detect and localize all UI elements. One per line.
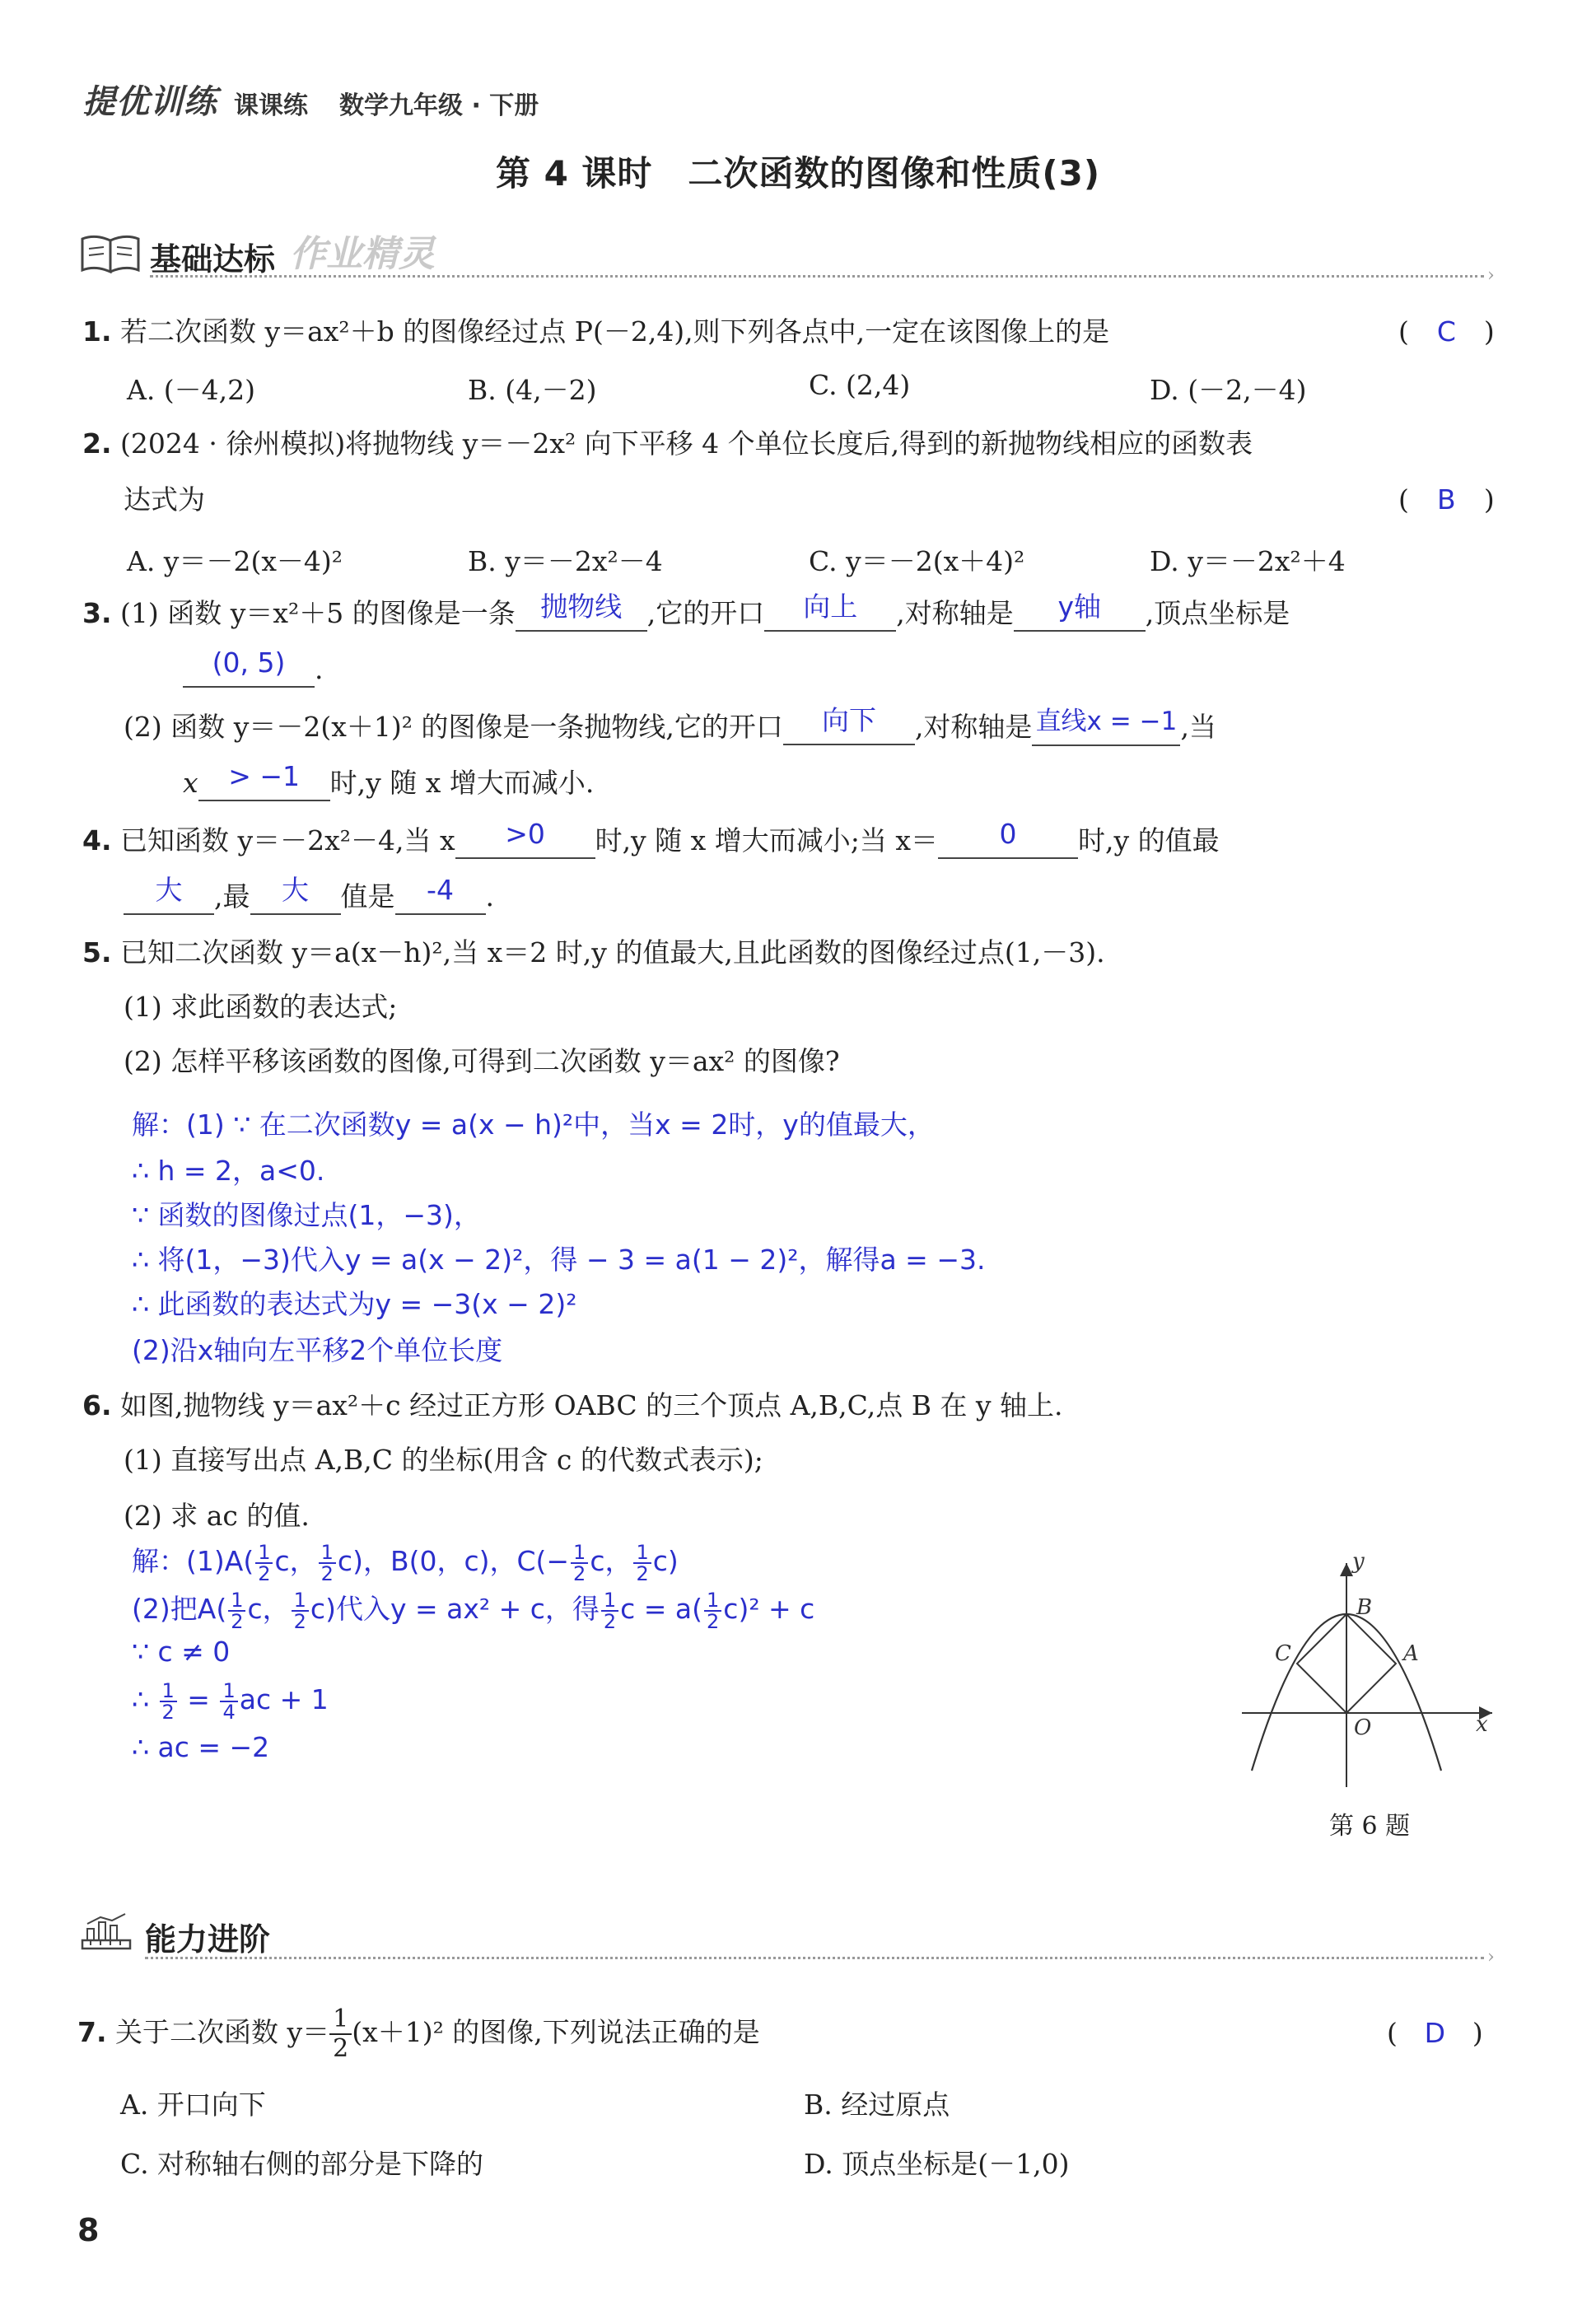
denominator: 2: [603, 1609, 617, 1633]
numerator: 1: [220, 1681, 237, 1702]
sub-question-1: (1) 直接写出点 A,B,C 的坐标(用含 c 的代数式表示);: [124, 1444, 763, 1476]
denominator: 2: [293, 1609, 306, 1633]
option-a: A. 开口向下: [120, 2089, 266, 2121]
answer-text: 向下: [821, 704, 876, 736]
option-b: B. y＝－2x²－4: [468, 545, 663, 577]
solution-line: 解：(1) ∵ 在二次函数y = a(x − h)²中，当x = 2时，y的值最大，: [132, 1108, 935, 1141]
question-number: 4.: [82, 824, 112, 856]
option-d: D. (－2,－4): [1150, 374, 1307, 406]
question-number: 7.: [77, 2016, 107, 2048]
solution-line: ∴ h = 2，a<0.: [132, 1155, 325, 1187]
question-3-part1-cont: [183, 642, 324, 697]
text-segment: ,当: [1180, 711, 1216, 743]
fraction: [319, 1540, 336, 1585]
text-segment: c = a(: [620, 1593, 703, 1625]
fill-blank: [1014, 590, 1146, 632]
fill-blank: [1032, 707, 1180, 746]
brand-logo: 提优训练: [82, 83, 217, 121]
text-segment: c)，B(0，c)，C(−: [337, 1545, 570, 1577]
option-c: C. 对称轴右侧的部分是下降的: [120, 2148, 484, 2180]
question-stem: 已知二次函数 y＝a(x－h)²,当 x＝2 时,y 的值最大,且此函数的图像经过点(1,－3).: [120, 936, 1105, 968]
label-c: C: [1275, 1641, 1291, 1666]
fraction: [255, 1540, 273, 1585]
option-c: C. y＝－2(x＋4)²: [809, 545, 1025, 577]
text-segment: .: [315, 653, 324, 685]
fraction: [228, 1590, 245, 1631]
option-d: D. y＝－2x²＋4: [1150, 545, 1346, 577]
label-x: x: [1476, 1712, 1488, 1737]
fraction: [601, 1590, 618, 1631]
question-stem-line2: 达式为: [124, 483, 205, 516]
solution-line: ∴ 此函数的表达式为y = −3(x − 2)²: [132, 1288, 577, 1320]
text-segment: 值是: [340, 880, 395, 912]
text-segment: 时,y 随 x 增大而减小.: [329, 767, 595, 799]
denominator: 2: [231, 1609, 244, 1633]
fill-blank: [183, 646, 315, 688]
option-d: D. 顶点坐标是(－1,0): [804, 2148, 1070, 2180]
chart-ruler-icon: [79, 1912, 133, 1952]
question-number: 5.: [82, 936, 112, 968]
text-segment: x: [183, 767, 198, 799]
section-title-advanced: 能力进阶: [145, 1921, 271, 1958]
figure-parabola-square: [1235, 1548, 1507, 1787]
text-segment: ∴: [132, 1683, 149, 1715]
text-segment: (1) 函数 y＝x²＋5 的图像是一条: [120, 597, 516, 629]
denominator: 2: [161, 1700, 175, 1724]
numerator: 1: [704, 1590, 721, 1612]
fraction: [633, 1540, 651, 1585]
text-segment: c，: [590, 1545, 632, 1577]
text-segment: ,对称轴是: [914, 711, 1033, 743]
text-segment: ,它的开口: [646, 597, 765, 629]
answer-choice: C: [1436, 315, 1456, 348]
fill-blank: [938, 818, 1078, 859]
sub-question-2: (2) 求 ac 的值.: [124, 1500, 310, 1532]
option-b: B. (4,－2): [468, 374, 597, 406]
label-o: O: [1354, 1715, 1372, 1740]
solution-line: ∵ 函数的图像过点(1，−3)，: [132, 1199, 481, 1231]
text-segment: (x＋1)² 的图像,下列说法正确的是: [352, 2016, 760, 2048]
figure-caption: 第 6 题: [1329, 1812, 1411, 1841]
question-1: [82, 305, 1109, 359]
bracket-right: ): [1483, 315, 1495, 348]
option-a: A. (－4,2): [127, 374, 256, 406]
answer-text: (0, 5): [212, 646, 286, 679]
solution-line: (2)沿x轴向左平移2个单位长度: [132, 1334, 503, 1366]
numerator: 1: [633, 1543, 651, 1564]
label-b: B: [1356, 1595, 1373, 1620]
fill-blank: [250, 874, 341, 915]
fill-blank: [198, 760, 330, 801]
solution-line: [132, 1540, 679, 1584]
fraction: [704, 1590, 721, 1631]
numerator: 1: [292, 1590, 309, 1612]
text-segment: (2) 函数 y＝－2(x＋1)² 的图像是一条抛物线,它的开口: [124, 711, 783, 743]
fraction: [292, 1590, 309, 1631]
solution-line: [132, 1588, 814, 1631]
option-b: B. 经过原点: [804, 2089, 950, 2121]
label-a: A: [1403, 1641, 1419, 1666]
option-a: A. y＝－2(x－4)²: [127, 545, 343, 577]
text-segment: (2)把A(: [132, 1593, 227, 1625]
question-3-part1: [82, 586, 1290, 641]
bracket-left: (: [1387, 2017, 1398, 2049]
denominator: 2: [258, 1561, 271, 1585]
text-segment: =: [187, 1683, 210, 1715]
question-7: [77, 2000, 760, 2065]
sub-question-1: (1) 求此函数的表达式;: [124, 991, 398, 1023]
page-number: 8: [77, 2212, 100, 2248]
denominator: 2: [707, 1609, 720, 1633]
numerator: 1: [319, 1543, 336, 1564]
answer-text: y轴: [1057, 590, 1101, 623]
question-number: 1.: [82, 315, 112, 348]
text-segment: ,顶点坐标是: [1145, 597, 1290, 629]
lesson-title: 第 4 课时 二次函数的图像和性质(3): [495, 153, 1101, 194]
text-segment: c，: [274, 1545, 317, 1577]
question-5: [82, 926, 1105, 980]
text-segment: .: [485, 880, 494, 912]
answer-text: 0: [999, 818, 1017, 850]
question-2: [82, 417, 1253, 471]
question-number: 2.: [82, 427, 112, 460]
answer-text: 抛物线: [540, 590, 623, 623]
watermark: 作业精灵: [290, 233, 435, 275]
answer-bracket: [1387, 2006, 1483, 2061]
question-stem: 若二次函数 y＝ax²＋b 的图像经过点 P(－2,4),则下列各点中,一定在该图像上的是: [120, 315, 1110, 348]
answer-text: 大: [282, 874, 309, 906]
numerator: 1: [228, 1590, 245, 1612]
fill-blank: [455, 818, 595, 859]
numerator: 1: [160, 1681, 177, 1702]
numerator: 1: [571, 1543, 588, 1564]
question-number: 3.: [82, 597, 112, 629]
answer-choice: B: [1437, 483, 1456, 516]
section-divider: [150, 275, 1484, 278]
book-title: 数学九年级 · 下册: [339, 91, 539, 120]
text-segment: c): [652, 1545, 679, 1577]
denominator: 2: [573, 1561, 586, 1585]
numerator: 1: [255, 1543, 273, 1564]
question-stem-line1: (2024 · 徐州模拟)将抛物线 y＝－2x² 向下平移 4 个单位长度后,得到的新抛物线相应的函数表: [120, 427, 1253, 460]
denominator: 2: [320, 1561, 334, 1585]
option-c: C. (2,4): [809, 369, 911, 401]
fill-blank: [124, 874, 214, 915]
answer-text: 向上: [803, 590, 858, 623]
text-segment: 时,y 的值最: [1078, 824, 1220, 856]
solution-line: [132, 1678, 329, 1722]
divider-arrow-icon: ›: [1487, 1947, 1495, 1967]
text-segment: 关于二次函数 y＝: [115, 2016, 330, 2048]
answer-text: >0: [505, 818, 545, 850]
bracket-left: (: [1398, 483, 1409, 516]
fraction: [160, 1678, 177, 1724]
answer-text: -4: [427, 874, 454, 906]
answer-text: > −1: [228, 760, 301, 792]
fill-blank: [516, 590, 647, 632]
question-4: [82, 814, 1220, 868]
question-stem: 如图,抛物线 y＝ax²＋c 经过正方形 OABC 的三个顶点 A,B,C,点 B 在 y 轴上.: [120, 1389, 1063, 1421]
text-segment: 已知函数 y＝－2x²－4,当 x: [120, 824, 455, 856]
answer-choice: D: [1424, 2017, 1446, 2049]
answer-bracket: [1398, 473, 1495, 527]
question-6: [82, 1379, 1063, 1433]
series-name: 课课练: [234, 91, 308, 120]
text-segment: ac + 1: [239, 1683, 329, 1715]
label-y: y: [1352, 1549, 1365, 1574]
book-icon: [79, 232, 143, 275]
bracket-right: ): [1472, 2017, 1483, 2049]
denominator: 4: [222, 1700, 236, 1724]
solution-line: ∵ c ≠ 0: [132, 1636, 231, 1668]
fraction: [571, 1540, 588, 1585]
answer-text: 直线x = −1: [1035, 707, 1178, 736]
text-segment: c)² + c: [723, 1593, 815, 1625]
section-divider: [145, 1957, 1484, 1959]
divider-arrow-icon: ›: [1487, 265, 1495, 286]
text-segment: 解：(1)A(: [132, 1545, 254, 1577]
question-3-part2: [124, 700, 1216, 754]
sub-question-2: (2) 怎样平移该函数的图像,可得到二次函数 y＝ax² 的图像?: [124, 1045, 840, 1077]
fill-blank: [783, 704, 915, 745]
text-segment: c)代入y = ax² + c，得: [310, 1593, 600, 1625]
numerator: 1: [329, 2005, 352, 2035]
fill-blank: [395, 874, 486, 915]
denominator: 2: [333, 2034, 349, 2063]
bracket-left: (: [1398, 315, 1409, 348]
question-3-part2-cont: [183, 756, 594, 810]
solution-line: ∴ 将(1，−3)代入y = a(x − 2)²，得 − 3 = a(1 − 2)²，解得a = −3.: [132, 1244, 986, 1276]
fraction: [329, 2005, 352, 2063]
answer-text: 大: [155, 874, 183, 906]
question-4-cont: [124, 870, 494, 924]
text-segment: 时,y 随 x 增大而减小;当 x＝: [595, 824, 938, 856]
solution-line: ∴ ac = −2: [132, 1731, 270, 1763]
numerator: 1: [601, 1590, 618, 1612]
bracket-right: ): [1483, 483, 1495, 516]
text-segment: c，: [247, 1593, 290, 1625]
text-segment: ,最: [214, 880, 250, 912]
answer-bracket: [1398, 305, 1495, 359]
question-number: 6.: [82, 1389, 112, 1421]
section-title-basic: 基础达标: [150, 241, 276, 278]
fraction: [220, 1678, 237, 1724]
denominator: 2: [636, 1561, 649, 1585]
text-segment: ,对称轴是: [896, 597, 1014, 629]
fill-blank: [764, 590, 896, 632]
